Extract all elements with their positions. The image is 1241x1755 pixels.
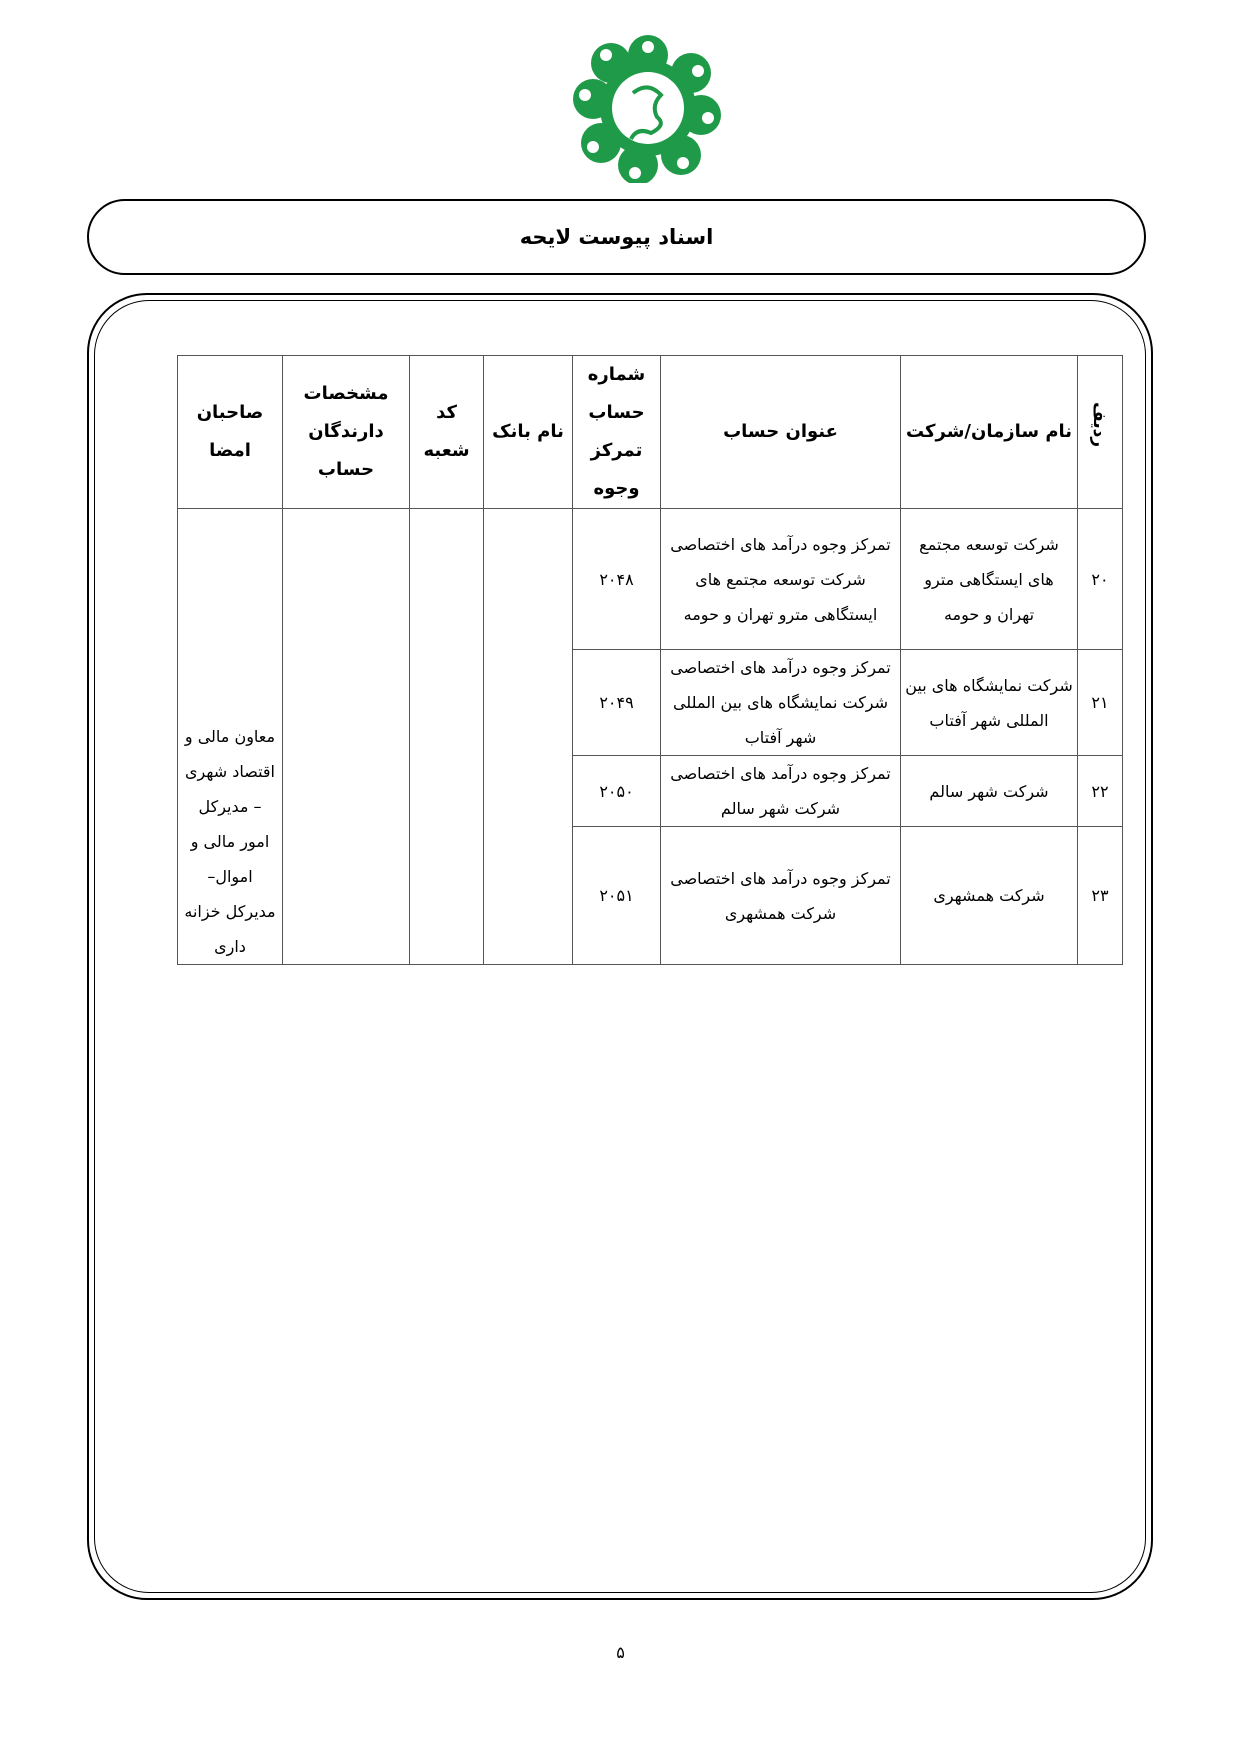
- header-branch: کد شعبه: [410, 356, 484, 509]
- header-org: نام سازمان/شرکت: [901, 356, 1078, 509]
- cell-account: ۲۰۴۹: [573, 650, 661, 756]
- cell-radif: ۲۰: [1078, 509, 1123, 650]
- cell-title: تمرکز وجوه درآمد های اختصاصی شرکت شهر سالم: [661, 756, 901, 827]
- cell-radif: ۲۲: [1078, 756, 1123, 827]
- title-box: [87, 199, 1146, 275]
- accounts-table: [177, 355, 1123, 965]
- table-row: [178, 509, 1123, 650]
- cell-title: تمرکز وجوه درآمد های اختصاصی شرکت همشهری: [661, 827, 901, 965]
- cell-account: ۲۰۴۸: [573, 509, 661, 650]
- cell-org: شرکت نمایشگاه های بین المللی شهر آفتاب: [901, 650, 1078, 756]
- cell-bank: [484, 509, 573, 965]
- cell-radif: ۲۳: [1078, 827, 1123, 965]
- cell-account: ۲۰۵۰: [573, 756, 661, 827]
- cell-holders: [283, 509, 410, 965]
- cell-radif: ۲۱: [1078, 650, 1123, 756]
- cell-title: تمرکز وجوه درآمد های اختصاصی شرکت نمایشگاه های بین المللی شهر آفتاب: [661, 650, 901, 756]
- cell-title: تمرکز وجوه درآمد های اختصاصی شرکت توسعه مجتمع های ایستگاهی مترو تهران و حومه: [661, 509, 901, 650]
- header-holders: مشخصات دارندگان حساب: [283, 356, 410, 509]
- header-radif: ردیف: [1078, 356, 1123, 509]
- cell-branch: [410, 509, 484, 965]
- tehran-municipality-logo: [573, 33, 723, 183]
- cell-org: شرکت شهر سالم: [901, 756, 1078, 827]
- header-bank: نام بانک: [484, 356, 573, 509]
- cell-org: شرکت توسعه مجتمع های ایستگاهی مترو تهران و حومه: [901, 509, 1078, 650]
- page-number: ۵: [616, 1643, 625, 1662]
- header-title: عنوان حساب: [661, 356, 901, 509]
- cell-account: ۲۰۵۱: [573, 827, 661, 965]
- cell-signers: معاون مالی و اقتصاد شهری – مدیرکل امور مالی و اموال– مدیرکل خزانه داری: [178, 509, 283, 965]
- header-account: شماره حساب تمرکز وجوه: [573, 356, 661, 509]
- header-signers: صاحبان امضا: [178, 356, 283, 509]
- table-header-row: [178, 356, 1123, 509]
- cell-org: شرکت همشهری: [901, 827, 1078, 965]
- page-title: اسناد پیوست لایحه: [519, 225, 714, 249]
